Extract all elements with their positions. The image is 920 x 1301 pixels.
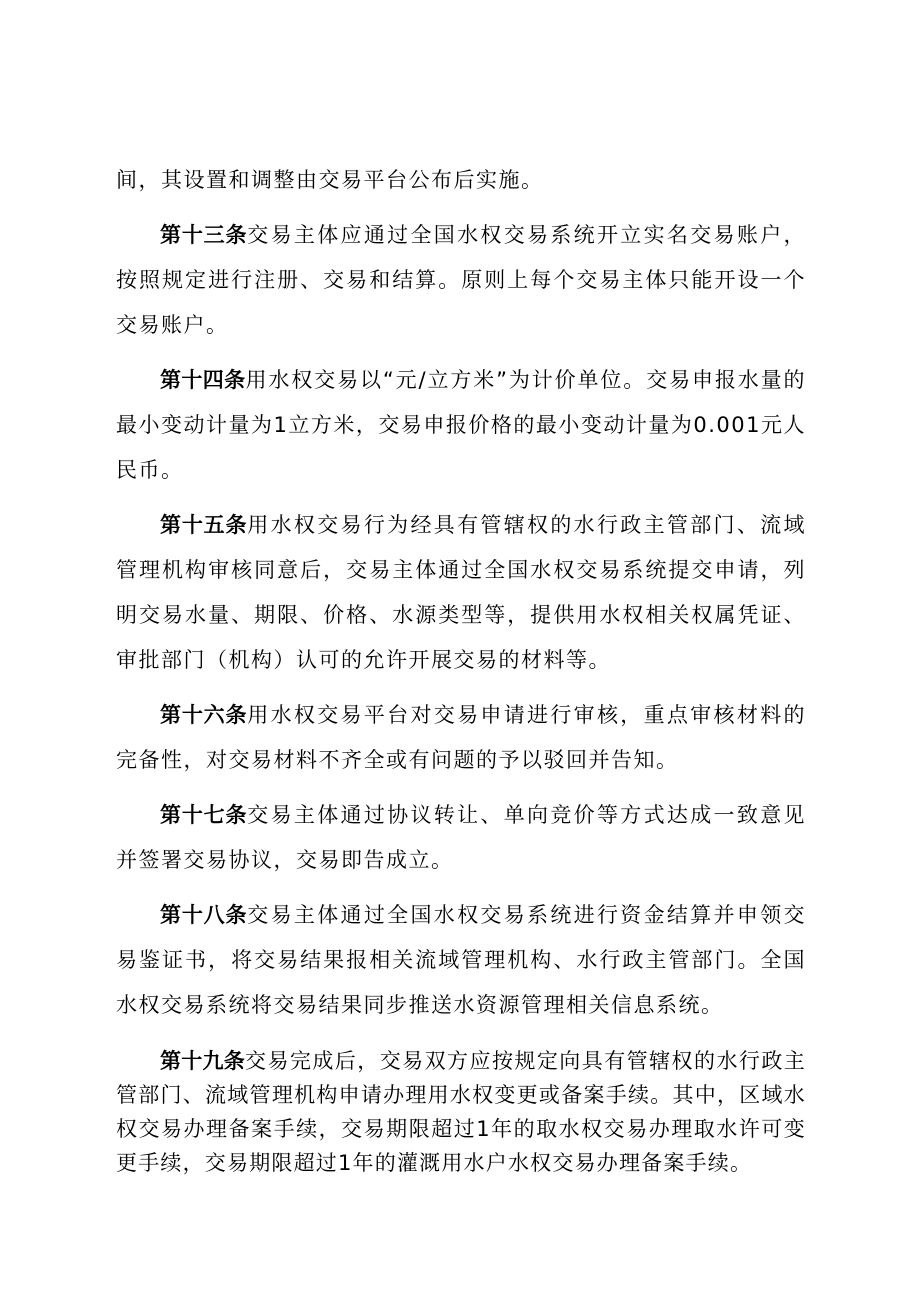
article-text: 交易主体通过全国水权交易系统进行资金结算并申领交易鉴证书，将交易结果报相关流域管理机构、水行政主管部门。全国水权交易系统将交易结果同步推送水资源管理相关信息系统。: [116, 903, 807, 1017]
article-text: 用水权交易平台对交易申请进行审核，重点审核材料的完备性，对交易材料不齐全或有问题的予以驳回并告知。: [116, 703, 807, 772]
article-text: 用水权交易以“元/立方米”为计价单位。交易申报水量的最小变动计量为1立方米，交易申报价格的最小变动计量为0.001元人民币。: [116, 368, 806, 482]
article-15: [116, 503, 806, 683]
article-number: 第十四条: [160, 368, 246, 392]
article-text: 用水权交易行为经具有管辖权的水行政主管部门、流域管理机构审核同意后，交易主体通过全国水权交易系统提交申请，列明交易水量、期限、价格、水源类型等，提供用水权相关权属凭证、审批部门（机构）认可的允许开展交易的材料等。: [116, 513, 807, 672]
article-number: 第十五条: [160, 513, 248, 537]
article-text: 交易完成后，交易双方应按规定向具有管辖权的水行政主管部门、流域管理机构申请办理用水权变更或备案手续。其中，区域水权交易办理备案手续，交易期限超过1年的取水权交易办理取水许可变更手续，交易期限超过1年的灌溉用水户水权交易办理备案手续。: [116, 1049, 806, 1175]
document-body: [116, 158, 806, 1180]
article-text: 交易主体应通过全国水权交易系统开立实名交易账户，按照规定进行注册、交易和结算。原则上每个交易主体只能开设一个交易账户。: [116, 223, 807, 337]
article-number: 第十八条: [160, 903, 248, 927]
article-17: [116, 793, 806, 883]
article-16: [116, 693, 806, 783]
article-14: [116, 358, 806, 493]
article-number: 第十六条: [160, 703, 248, 727]
article-19: [116, 1044, 806, 1180]
article-number: 第十九条: [160, 1049, 245, 1073]
paragraph-text: 间，其设置和调整由交易平台公布后实施。: [116, 168, 544, 192]
article-text: 交易主体通过协议转让、单向竞价等方式达成一致意见并签署交易协议，交易即告成立。: [116, 803, 807, 872]
article-13: [116, 213, 806, 348]
article-number: 第十七条: [160, 803, 248, 827]
paragraph-continuation: [116, 158, 806, 203]
article-18: [116, 893, 806, 1028]
article-number: 第十三条: [160, 223, 248, 247]
